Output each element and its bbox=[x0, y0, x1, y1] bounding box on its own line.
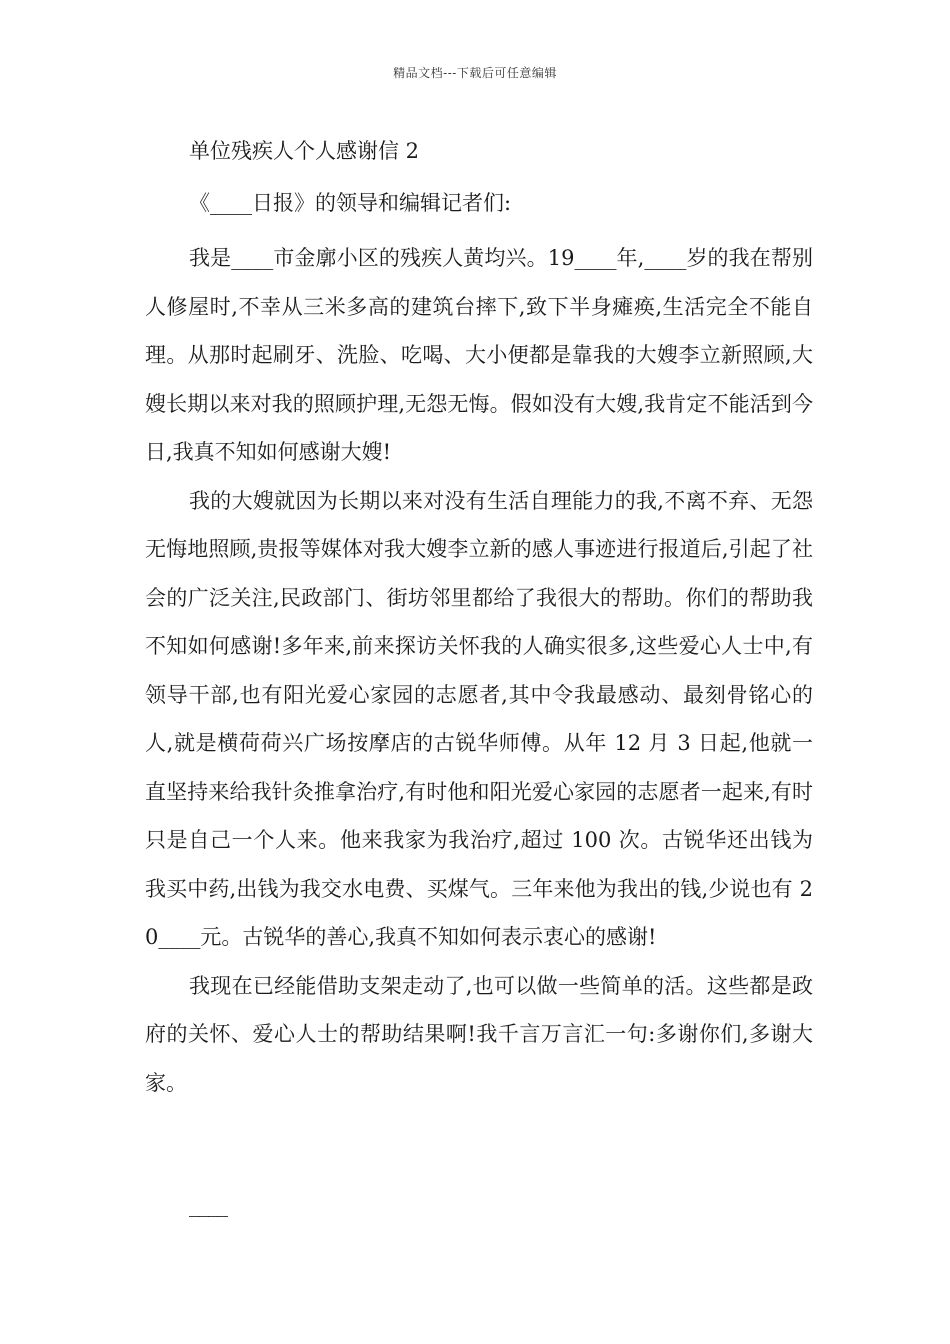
paragraph-2: 我的大嫂就因为长期以来对没有生活自理能力的我,不离不弃、无怨无悔地照顾,贵报等媒体对我大嫂李立新的感人事迹进行报道后,引起了社会的广泛关注,民政部门、街坊邻里都给了我很大的帮助。你们的帮助我不知如何感谢!多年来,前来探访关怀我的人确实很多,这些爱心人士中,有领导干部,也有阳光爱心家园的志愿者,其中令我最感动、最刻骨铭心的人,就是横荷荷兴广场按摩店的古锐华师傅。从年 12 月 3 日起,他就一直坚持来给我针灸推拿治疗,有时他和阳光爱心家园的志愿者一起来,有时只是自己一个人来。他来我家为我治疗,超过 100 次。古锐华还出钱为我买中药,出钱为我交水电费、买煤气。三年来他为我出的钱,少说也有 20____元。古锐华的善心,我真不知如何表示衷心的感谢! bbox=[145, 488, 813, 949]
page-header: 精品文档---下载后可任意编辑 bbox=[393, 66, 557, 80]
letter-body bbox=[145, 130, 813, 1107]
paragraph-3: 我现在已经能借助支架走动了,也可以做一些简单的活。这些都是政府的关怀、爱心人士的帮助结果啊!我千言万言汇一句:多谢你们,多谢大家。 bbox=[145, 973, 813, 1095]
letter-salutation: 《____日报》的领导和编辑记者们: bbox=[189, 191, 512, 215]
paragraph-1: 我是____市金廓小区的残疾人黄均兴。19____年,____岁的我在帮别人修屋时,不幸从三米多高的建筑台摔下,致下半身瘫痪,生活完全不能自理。从那时起刷牙、洗脸、吃喝、大小便都是靠我的大嫂李立新照顾,大嫂长期以来对我的照顾护理,无怨无悔。假如没有大嫂,我肯定不能活到今日,我真不知如何感谢大嫂! bbox=[145, 246, 813, 464]
letter-title: 单位残疾人个人感谢信 2 bbox=[189, 139, 420, 163]
signature-blank: ____ bbox=[189, 1193, 227, 1217]
